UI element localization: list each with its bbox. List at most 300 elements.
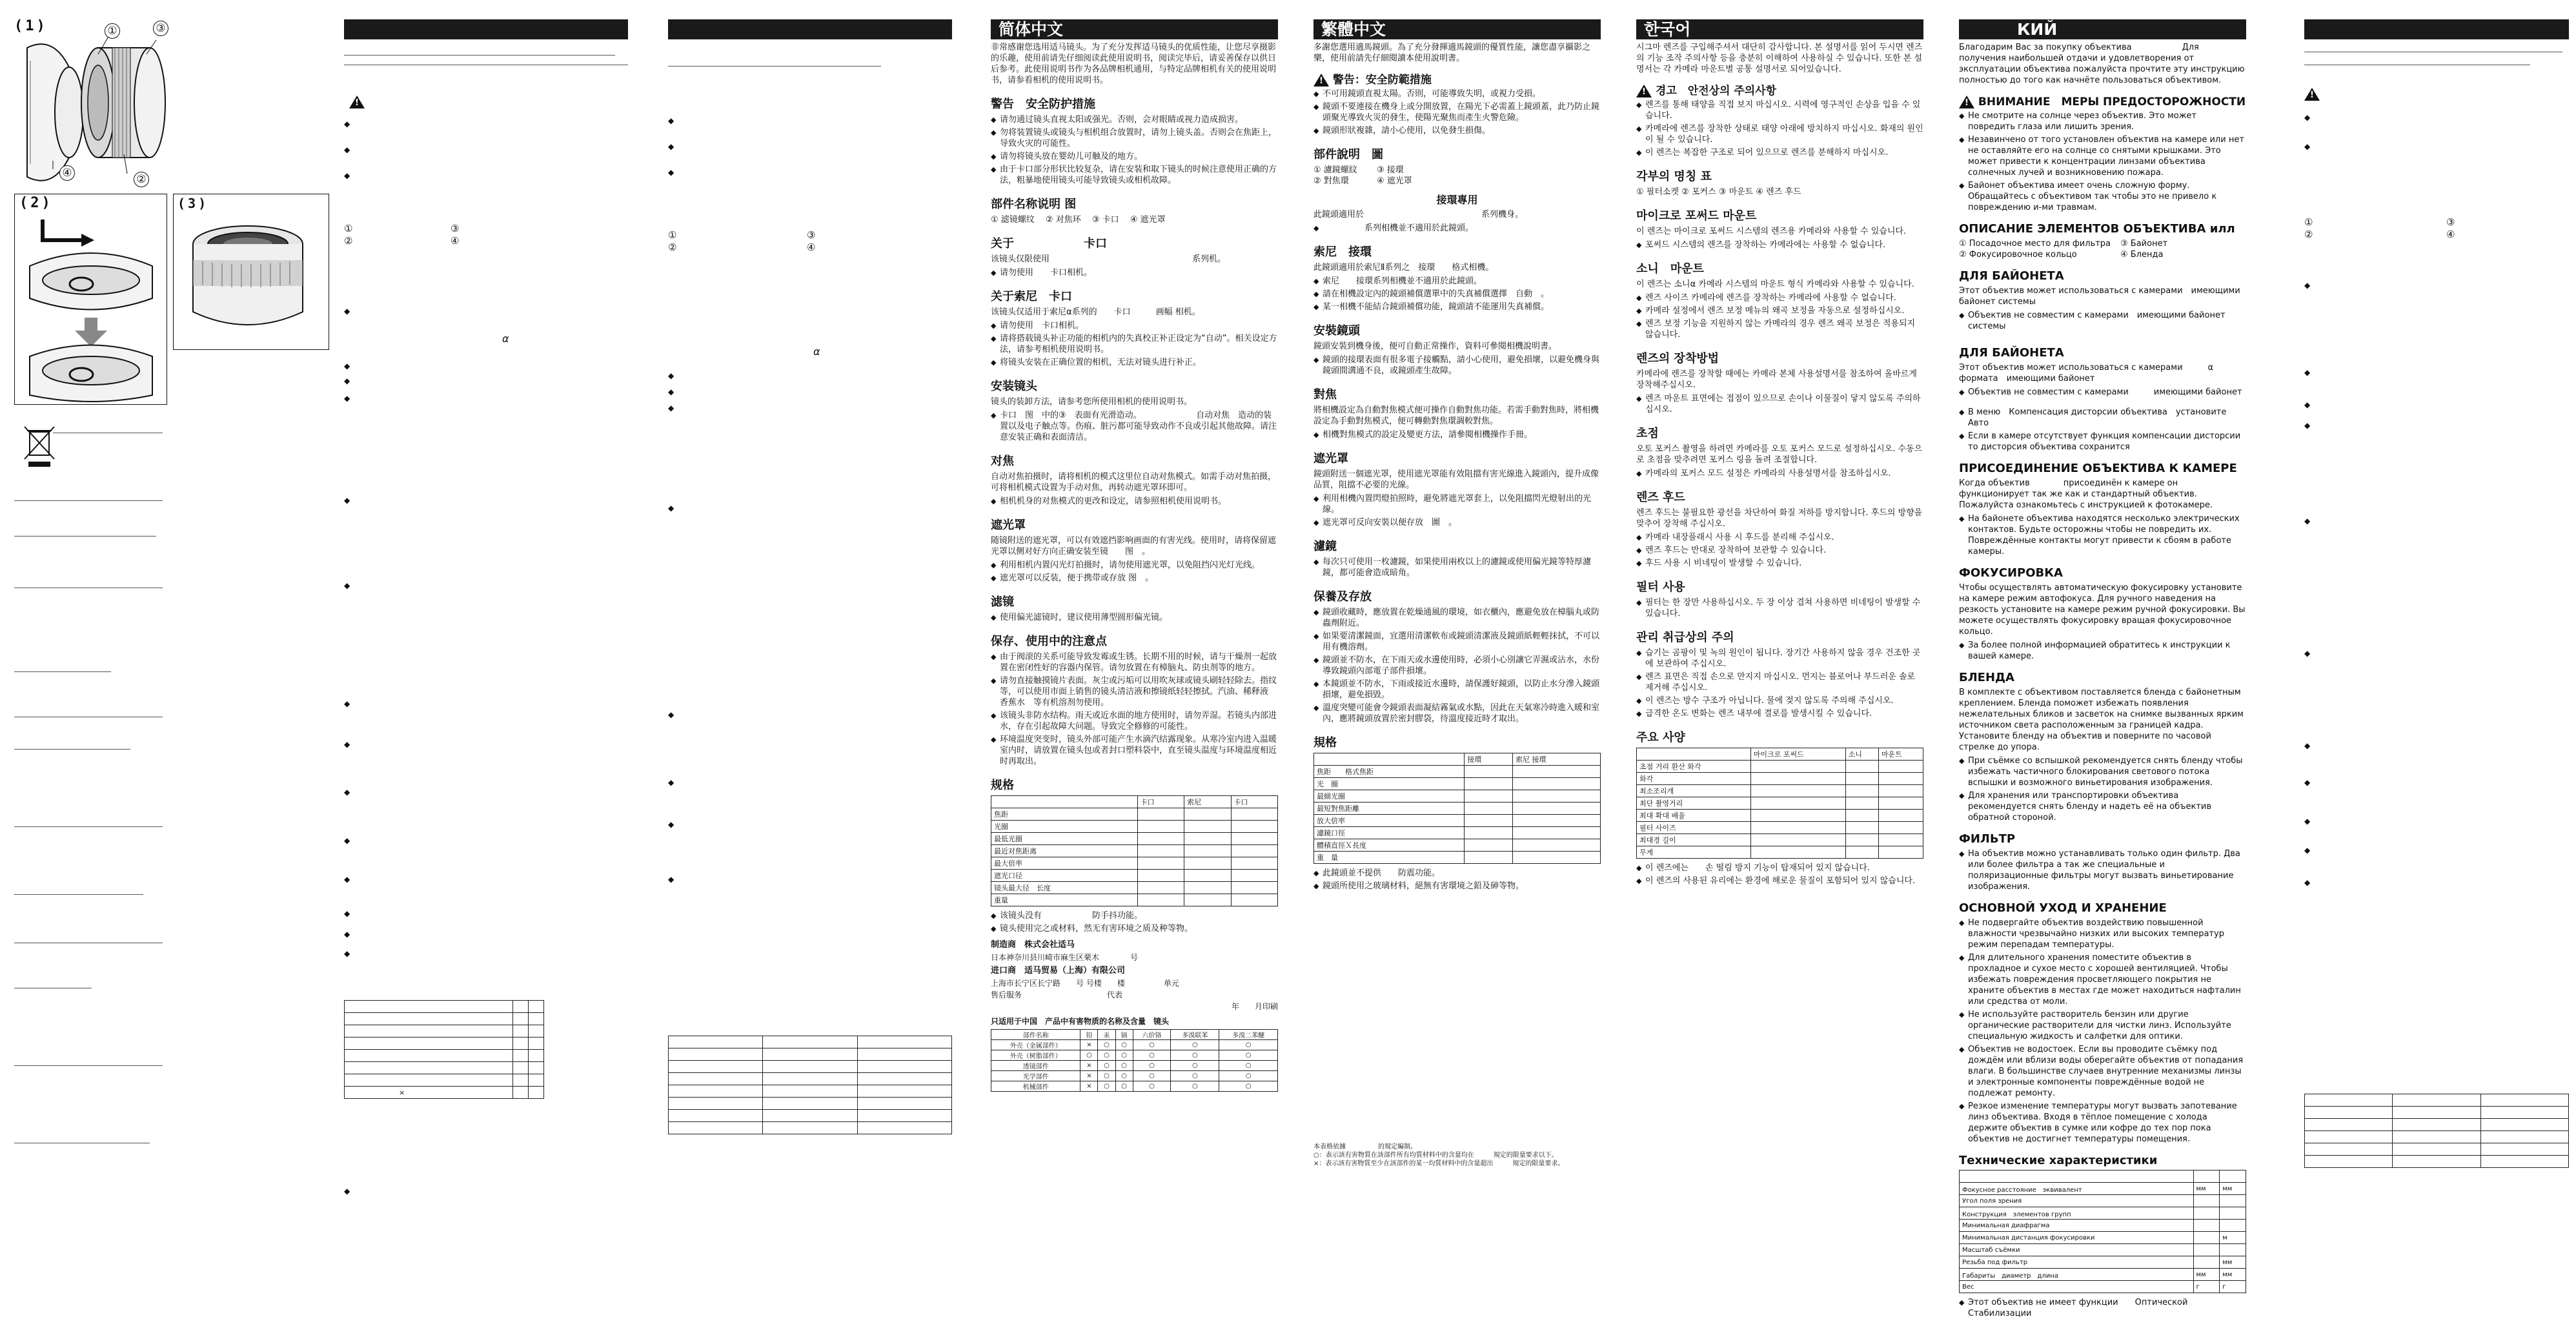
zh-cn-maker-addr: 日本神奈川县川崎市麻生区栗木 号 [991, 953, 1139, 962]
weee-rule-7 [14, 749, 130, 750]
bullet-mark [2304, 817, 2310, 826]
ru-spec-row [1960, 1195, 2246, 1207]
blank-column-c [2285, 19, 2569, 1194]
spec-row-label: 镜头最大径 长度 [991, 882, 1138, 894]
bullet-mark [668, 875, 674, 884]
ko-filter-item: ◆ 필터는 한 장만 사용하십시오. 두 장 이상 겹쳐 사용하면 비네팅이 발생할 수 있습니다. [1636, 597, 1923, 619]
ru-part-3: ③ Байонет [2120, 239, 2168, 249]
part-num-3: ③ [807, 229, 816, 241]
ru-care-item: ◆ Для длительного хранения поместите объектив в прохладное и сухое место с хорошей вентиляцией. Чтобы избежать повреждения просветляющего покрытия не храните объектив в местах где может находиться нафталин или средства от моли. [1959, 952, 2246, 1007]
spec-cell: мм [2220, 1183, 2246, 1195]
zh-tw-care-item: ◆ 本鏡頭並不防水，下雨或接近水邊時，請保護好鏡頭，以防止水分滲入鏡頭損壞，避免損毀。 [1313, 679, 1601, 700]
ko-hood-item: ◆ 렌즈 후드는 반대로 장착하여 보관할 수 있습니다. [1636, 545, 1923, 556]
part-num-1: ① [2304, 216, 2313, 228]
zh-cn-maker: 制造商 株式会社适马 [991, 940, 1075, 950]
zh-cn-print-date: 年 月印刷 [1231, 1002, 1278, 1011]
zh-cn-rohs-side [1313, 1143, 1597, 1168]
rohs-side-note: 本表格依據 的規定編制。 [1313, 1143, 1417, 1150]
spec-row-label: 최대경 길이 [1637, 834, 1751, 846]
ko-hood-text: 렌즈 후드는 불필요한 광선을 차단하여 화질 저하를 방지합니다. 후드의 방향을 맞추어 장착해 주십시오. [1636, 508, 1923, 529]
zh-cn-filter-title: 滤镜 [991, 595, 1014, 609]
zh-cn-care-item: ◆ 该镜头非防水结构。雨天或近水面的地方使用时，请勿弄湿。若镜头内部进水，存在引起故障大问题。导致完全修修的可能性。 [991, 710, 1278, 732]
spec-cell [2193, 1244, 2220, 1256]
part-num-1: ① [344, 223, 353, 234]
callout-2: ② [134, 172, 149, 187]
spec-header-cell: 卡口 [1137, 796, 1184, 808]
rohs-cell: ○ [1098, 1061, 1115, 1071]
ru-spec-row [1960, 1281, 2246, 1293]
ko-focus-title: 초점 [1636, 427, 1659, 440]
bullet-mark [668, 710, 674, 719]
spec-cell [2220, 1195, 2246, 1207]
bullet-mark [344, 394, 350, 403]
bullet-mark [668, 371, 674, 380]
bullet-mark [668, 778, 674, 787]
spec-row-label: 最短對焦距離 [1314, 803, 1465, 815]
zh-cn-part-3: ③ 卡口 [1091, 215, 1119, 225]
zh-tw-sony-text: 此鏡頭適用於索尼Ⅱ系列之 接環 格式相機。 [1313, 263, 1494, 272]
zh-cn-spec-title: 规格 [991, 779, 1014, 792]
zh-cn-rohs-table [991, 1029, 1278, 1092]
rohs-cell: × [1080, 1040, 1098, 1050]
ru-spec-row [1960, 1183, 2246, 1195]
zh-tw-warn [1313, 70, 1601, 87]
ru-spec-row [1960, 1220, 2246, 1232]
weee-rule-5 [14, 671, 111, 672]
ko-hood-title: 렌즈 후드 [1636, 491, 1685, 504]
weee-rule-2 [14, 500, 163, 501]
bullet-mark [2304, 516, 2310, 526]
ko-m43-text: 이 렌즈는 마이크로 포써드 시스템의 렌즈용 카메라와 사용할 수 있습니다. [1636, 227, 1907, 236]
rohs-cell: ○ [1171, 1040, 1219, 1050]
zh-tw-column [1313, 19, 1601, 1194]
zh-tw-hood-title: 遮光罩 [1313, 452, 1348, 465]
rohs-cell: ○ [1115, 1061, 1133, 1071]
ko-note: ◆ 이 렌즈의 사용된 유리에는 환경에 해로운 물질이 포함되어 있지 않습니다. [1636, 875, 1923, 886]
zh-cn-note: ◆ 镜头使用完之或材料，然无有害环境之质及种等物。 [991, 923, 1278, 934]
zh-tw-spec-table [1313, 753, 1601, 864]
part-num-2: ② [2304, 229, 2313, 240]
zh-cn-intro: 非常感谢您选用适马镜头。为了充分发挥适马镜头的优质性能，让您尽享摄影的乐趣，使用前请先仔细阅读此使用说明书，阅读完毕后，请妥善保存以供日后参考。此使用说明书作为各品牌相机通用，与特定品牌相机有关的使用说明书，请参看相机的使用说明书。 [991, 43, 1277, 85]
zh-tw-warn-item: ◆ 鏡頭形狀複雜，請小心使用，以免發生損傷。 [1313, 125, 1601, 136]
rohs-cell: ○ [1219, 1050, 1278, 1061]
spec-row-label: 體積直徑Ｘ長度 [1314, 839, 1465, 852]
rohs-header-cell: 铅 [1080, 1030, 1098, 1040]
ko-intro: 시그마 렌즈를 구입해주셔서 대단히 감사합니다. 본 설명서를 읽어 두시면 렌즈의 기능 조작 주의사항 등을 충분히 이해하여 사용하실 수 있습니다. 또한 본 설명서는 각 카메라 마운트별 공통 설명서로 되어있습니다. [1636, 43, 1923, 74]
zh-tw-care-item: ◆ 鏡頭並不防水，在下雨天或水邊使用時，必須小心別讓它弄濕或沾水，水份導致鏡頭內部電子部件損壞。 [1313, 655, 1601, 677]
ko-focus-item: ◆ 카메라의 포커스 모드 설정은 카메라의 사용설명서를 참조하십시오. [1636, 468, 1923, 479]
spec-cell [2220, 1244, 2246, 1256]
warning-icon [349, 96, 365, 108]
bullet-mark [344, 788, 350, 797]
spec-row-label: 화각 [1637, 773, 1751, 785]
spec-header-cell: 索尼 [1184, 796, 1231, 808]
zh-cn-part-1: ① 滤镜螺纹 [991, 215, 1035, 225]
ko-warn-item: ◆ 이 렌즈는 복잡한 구조로 되어 있으므로 렌즈를 분해하지 마십시오. [1636, 147, 1923, 158]
spec-row-label: Масштаб съёмки [1960, 1244, 2194, 1256]
zh-cn-focus-item: ◆ 相机机身的对焦模式的更改和设定，请参照相机使用说明书。 [991, 496, 1278, 507]
bullet-mark [344, 930, 350, 939]
zh-tw-note: ◆ 此鏡頭並不提供 防震功能。 [1313, 868, 1601, 879]
zh-tw-install-item: ◆ 鏡頭的接環表面有很多電子接觸點，請小心使用，避免損壞，以避免機身與鏡頭間溝通不良，或鏡頭產生故障。 [1313, 354, 1601, 376]
rohs-side-note: ×：表示該有害物質至少在該部件的某一均質材料中的含量超出 規定的限量要求。 [1313, 1160, 1565, 1167]
zh-cn-focus-title: 对焦 [991, 455, 1014, 468]
blank-parts-b-left [668, 229, 676, 254]
blank-header-a [344, 19, 628, 39]
spec-row-label: 重量 [991, 894, 1138, 906]
part-num-1: ① [668, 229, 677, 241]
zh-cn-part-4: ④ 遮光罩 [1130, 215, 1166, 225]
ko-care-item: ◆ 습기는 곰팡이 및 녹의 원인이 됩니다. 장기간 사용하지 않을 경우 건조한 곳에 보관하여 주십시오. [1636, 648, 1923, 670]
rohs-cell: ○ [1219, 1040, 1278, 1050]
figure-3-box [173, 194, 329, 350]
bullet-mark [344, 740, 350, 749]
ko-care-title: 관리 취급상의 주의 [1636, 631, 1734, 644]
zh-tw-install-text: 鏡頭安裝到機身後，便可自動正常操作，資料可參閱相機說明書。 [1313, 342, 1557, 351]
figure-1-label: (1) [14, 18, 48, 34]
spec-row-label: Вес [1960, 1281, 2194, 1293]
spec-cell [2193, 1195, 2220, 1207]
ko-care-item: ◆ 렌즈 표면은 직접 손으로 만지지 마십시오. 먼지는 블로어나 부드러운 솔로 제거해 주십시오. [1636, 671, 1923, 693]
spec-header-cell: 接環 [1465, 753, 1513, 766]
table-mark: × [399, 1088, 405, 1097]
rohs-cell: ○ [1133, 1050, 1171, 1061]
weee-rule-3 [14, 536, 156, 537]
rohs-header-cell: 多溴联苯 [1171, 1030, 1219, 1040]
zh-tw-mount-special-text: 此鏡頭適用於 系列機身。 [1313, 210, 1524, 220]
ru-spec-table [1959, 1170, 2246, 1293]
zh-cn-hood-title: 遮光罩 [991, 518, 1026, 532]
ru-warn [1959, 92, 2246, 108]
zh-tw-focus-title: 對焦 [1313, 388, 1337, 402]
ru-note: ◆ Этот объектив не имеет функции Оптической Стабилизации [1959, 1297, 2246, 1319]
zh-tw-care-item: ◆ 溫度突變可能會令鏡頭表面凝結霧氣或水點，因此在天氣寒冷時進入暖和室內，應將鏡頭放置於密封膠袋，待溫度接近時才取出。 [1313, 702, 1601, 724]
ru-column [1959, 19, 2246, 1318]
weee-rule-12 [14, 1065, 163, 1066]
zh-cn-warn-item: ◆ 勿将装置镜头或镜头与相机组合放置时，请勿上镜头盖。否则会在焦距上，导致火灾的可能性。 [991, 127, 1278, 149]
ru-intro: Благодарим Вас за покупку объектива Для получения наибольшей отдачи и удовлетворения от эксплуатации объектива пожалуйста прочтите эту инструкцию полностью до того как начнёте пользоваться объективом. [1959, 43, 2245, 85]
rohs-cell: ○ [1171, 1081, 1219, 1092]
bullet-mark [668, 504, 674, 513]
spec-row-label: Угол поля зрения [1960, 1195, 2194, 1207]
hood-attach-illustration [17, 208, 165, 402]
zh-tw-warn-title: 警告：安全防範措施 [1332, 74, 1432, 87]
zh-tw-sony-title: 索尼 接環 [1313, 245, 1372, 259]
spec-row-label: 최단 촬영거리 [1637, 797, 1751, 810]
ru-filter-item: ◆ На объектив можно устанавливать только один фильтр. Два или более фильтра а так же специальные и поляризационные фильтры могут вызвать виньетирование изображения. [1959, 848, 2246, 892]
bullet-mark [2304, 878, 2310, 887]
spec-cell [2220, 1207, 2246, 1220]
ko-care-item: ◆ 이 렌즈는 방수 구조가 아닙니다. 물에 젖지 않도록 주의해 주십시오. [1636, 695, 1923, 706]
ru-spec-row [1960, 1232, 2246, 1244]
zh-cn-hood-text: 随镜附送的遮光罩，可以有效遮挡影响画面的有害光线。使用时，请将保留遮光罩以侧对好方向正确安装至镜 图 。 [991, 536, 1277, 557]
zh-tw-mount-special-item: ◆ 系列相機並不適用於此鏡頭。 [1313, 223, 1601, 234]
ru-parts [1959, 238, 2246, 260]
ru-focus-item: ◆ За более полной информацией обратитесь к инструкции к вашей камере. [1959, 640, 2246, 662]
ru-mount-text: Когда объектив присоединён к камере он функционирует так же как и стандартный объектив. Пожалуйста ознакомьтесь с инструкцией к фотокамере. [1959, 478, 2213, 510]
ru-m1-item: ◆ Объектив не совместим с камерами имеющими байонет системы [1959, 310, 2246, 332]
bullet-mark [2304, 846, 2310, 855]
spec-cell: мм [2220, 1269, 2246, 1281]
spec-header-cell: 卡口 [1231, 796, 1277, 808]
rohs-cell: ○ [1133, 1061, 1171, 1071]
alpha-mark: α [502, 332, 509, 345]
part-num-3: ③ [451, 223, 460, 234]
spec-row-label: 最低光圈 [991, 833, 1138, 845]
ru-care-item: ◆ Резкое изменение температуры могут вызвать запотевание линз объектива. Входя в тёплое помещение с холода держите объектив в сумке или кофре до тех пор пока объектив не достигнет температуры помещения. [1959, 1101, 2246, 1145]
rohs-row [991, 1050, 1278, 1061]
zh-cn-service: 售后服务 代表 [991, 990, 1123, 999]
ko-mount-text: 카메라에 렌즈를 장착할 때에는 카메라 본체 사용설명서를 참조하여 올바르게 장착해주십시오. [1636, 369, 1917, 390]
callout-3: ③ [153, 21, 168, 36]
blank-parts-left [344, 223, 352, 247]
zh-tw-intro: 多謝您選用適馬鏡頭。為了充分發揮適馬鏡頭的優質性能，讓您盡享攝影之樂，使用前請先仔細閱讀本使用說明書。 [1313, 43, 1591, 63]
spec-row-label: Резьба под фильтр [1960, 1256, 2194, 1269]
ko-warn [1636, 81, 1923, 97]
lens-and-hood-illustration [14, 28, 169, 183]
ko-spec-table [1636, 748, 1923, 859]
zh-cn-about-title: 关于 卡口 [991, 237, 1107, 251]
spec-row-label: 濾鏡口徑 [1314, 827, 1465, 839]
ru-m2-title: ДЛЯ БАЙОНЕТА [1959, 346, 2064, 360]
bullet-mark [2304, 400, 2310, 409]
rohs-row [991, 1081, 1278, 1092]
ru-m2-item: ◆ Объектив не совместим с камерами имеющими байонет [1959, 387, 2246, 398]
spec-cell [2193, 1256, 2220, 1269]
ru-care-item: ◆ Не подвергайте объектив воздействию повышенной влажности чрезвычайно низких или высоких температур режим перепадам температуры. [1959, 917, 2246, 950]
rohs-cell: ○ [1219, 1071, 1278, 1081]
spec-row-label: 焦距 格式焦距 [1314, 766, 1465, 778]
spec-row-label: 最大倍率 [991, 857, 1138, 870]
rohs-cell: 机械部件 [991, 1081, 1080, 1092]
spec-row-label: 放大倍率 [1314, 815, 1465, 827]
ko-parts-title: 각부의 명칭 표 [1636, 170, 1712, 183]
zh-cn-warn-item: ◆ 请勿通过镜头直视太阳或强光。否则，会对眼睛或视力造成损害。 [991, 114, 1278, 125]
rohs-cell: ○ [1133, 1081, 1171, 1092]
spec-header-cell: 마운트 [1878, 748, 1923, 761]
spec-header-cell: 마이크로 포써드 [1750, 748, 1845, 761]
spec-row-label: 光 圈 [1314, 778, 1465, 790]
ko-header: 한국어 [1636, 19, 1923, 39]
ru-mount-title: ПРИСОЕДИНЕНИЕ ОБЪЕКТИВА К КАМЕРЕ [1959, 462, 2237, 475]
spec-cell [2220, 1220, 2246, 1232]
spec-row-label: Фокусное расстояние эквивалент [1960, 1183, 2194, 1195]
bullet-mark [2304, 113, 2310, 122]
blank-parts-c-left [2304, 216, 2313, 241]
rohs-cell: ○ [1098, 1050, 1115, 1061]
ko-mount-title: 렌즈의 장착방법 [1636, 352, 1719, 365]
bullet-mark [344, 909, 350, 918]
rohs-cell: 外壳（金属部件） [991, 1040, 1080, 1050]
part-num-3: ③ [2446, 216, 2455, 228]
zh-tw-care-item: ◆ 如果要清潔鏡面，宜選用清潔軟布或鏡頭清潔液及鏡頭紙輕輕抹拭，不可以用有機溶劑。 [1313, 631, 1601, 653]
zh-cn-care-title: 保存、使用中的注意点 [991, 635, 1107, 648]
lens-front-illustration [177, 215, 325, 344]
warning-icon [1636, 85, 1652, 97]
zh-tw-note: ◆ 鏡頭所使用之玻璃材料，絕無有害環境之鉛及砷等物。 [1313, 881, 1601, 892]
rohs-cell: ○ [1098, 1071, 1115, 1081]
spec-row-label: 最近对焦距离 [991, 845, 1138, 857]
ko-filter-title: 필터 사용 [1636, 580, 1685, 594]
zh-tw-install-title: 安裝鏡頭 [1313, 324, 1360, 338]
zh-cn-importer-addr: 上海市长宁区长宁路 号 号楼 楼 单元 [991, 979, 1179, 988]
ru-mount-item: ◆ На байонете объектива находятся несколько электрических контактов. Будьте осторожны чтобы не повредить их. Повреждённые контакты могут привести к сбоям в работе камеры. [1959, 513, 2246, 557]
ko-spec-title: 주요 사양 [1636, 731, 1685, 744]
zh-cn-care-item: ◆ 由于阀滚的关系可能导致发霉或生锈。长期不用的时候，请与干燥剂一起放置在密闭性好的容器内保管。请勿放置在有樟脑丸、防虫剂等的地方。 [991, 651, 1278, 673]
zh-cn-care-item: ◆ 环境温度突变时，镜头外部可能产生水滴汽结露现象。从寒冷室内进入温暖室内时，请放置在镜头包或者封口塑料袋中，直至镜头温度与环境温度相近时再取出。 [991, 734, 1278, 767]
ru-care-title: ОСНОВНОЙ УХОД И ХРАНЕНИЕ [1959, 901, 2167, 915]
weee-rule-9 [14, 894, 143, 895]
bullet-mark [2304, 281, 2310, 290]
ru-care-item: ◆ Не используйте растворитель бензин или другие органические растворители для чистки линз. Используйте специальную жидкость и салфетки для оптики. [1959, 1009, 2246, 1042]
ko-part-2: ② 포커스 [1681, 187, 1716, 197]
ru-spec-title: Технические характеристики [1959, 1154, 2158, 1167]
zh-tw-part-2: ② 對焦環 [1313, 176, 1349, 186]
zh-cn-sony-item: ◆ 将镜头安装在正确位置的相机，无法对镜头进行补正。 [991, 357, 1278, 368]
zh-tw-warn-item: ◆ 不可用鏡頭直視太陽。否則，可能導致失明，或視力受損。 [1313, 88, 1601, 99]
bullet-mark [344, 949, 350, 958]
zh-tw-parts [1313, 165, 1601, 187]
bullet-mark [344, 836, 350, 845]
spec-row-label: 무게 [1637, 846, 1751, 859]
zh-tw-sony-item: ◆ 請在相機設定內的鏡頭補償選單中的失真補償選擇 自動 。 [1313, 289, 1601, 300]
ru-parts-title: ОПИСАНИЕ ЭЛЕМЕНТОВ ОБЪЕКТИВА илл [1959, 222, 2235, 236]
ko-part-3: ③ 마운트 [1718, 187, 1754, 197]
bullet-mark [668, 168, 674, 177]
blank-spec-table-b [668, 1036, 952, 1134]
rohs-cell: 光学部件 [991, 1071, 1080, 1081]
bullet-mark [668, 387, 674, 396]
ko-care-item: ◆ 급격한 온도 변화는 렌즈 내부에 결로를 발생시킬 수 있습니다. [1636, 708, 1923, 719]
blank-rule [344, 55, 615, 56]
bullet-mark [344, 362, 350, 371]
blank-parts-right [451, 223, 459, 247]
callout-1: ① [105, 23, 120, 39]
blank-column-b [668, 19, 952, 1194]
zh-tw-filter-title: 濾鏡 [1313, 540, 1337, 553]
zh-cn-sony-title: 关于索尼 卡口 [991, 290, 1072, 303]
zh-cn-parts-title: 部件名称说明 图 [991, 198, 1077, 211]
ko-focus-text: 오토 포커스 촬영을 하려면 카메라를 오토 포커스 모드로 설정하십시오. 수동으로 초점을 맞추려면 포커스 링을 돌려 조절합니다. [1636, 444, 1923, 465]
zh-cn-filter-item: ◆ 使用偏光滤镜时，建议使用薄型圆形偏光镜。 [991, 612, 1278, 623]
spec-row-label: Габариты диаметр длина [1960, 1269, 2194, 1281]
ru-part-4: ④ Бленда [2120, 250, 2164, 260]
blank-column-a [344, 19, 628, 1194]
part-num-2: ② [668, 241, 677, 253]
zh-tw-hood-item: ◆ 利用相機內置閃燈拍照時，避免將遮光罩套上，以免阻擋閃光燈射出的光線。 [1313, 493, 1601, 515]
ko-part-4: ④ 렌즈 후드 [1756, 187, 1801, 197]
zh-tw-part-4: ④ 遮光罩 [1376, 176, 1412, 186]
ko-sony-title: 소니 마운트 [1636, 262, 1704, 276]
alpha-mark-b: α [813, 345, 820, 358]
ru-focus-text: Чтобы осуществлять автоматическую фокусировку установите на камере режим автофокуса. Для ручного наведения на резкость установите на камере режим ручной фокусировки. Вы можете осуществлять фокусировку вращая фокусировочное кольцо. [1959, 583, 2246, 637]
spec-cell: г [2193, 1281, 2220, 1293]
rohs-header-cell: 部件名称 [991, 1030, 1080, 1040]
spec-row-label: Конструкция элементов групп [1960, 1207, 2194, 1220]
ru-m1-title: ДЛЯ БАЙОНЕТА [1959, 269, 2064, 283]
bullet-mark [344, 1187, 350, 1196]
zh-tw-header: 繁體中文 [1313, 19, 1601, 39]
zh-cn-mount-title: 安装镜头 [991, 380, 1037, 393]
spec-header-cell: 索尼 接環 [1513, 753, 1601, 766]
bullet-mark [344, 171, 350, 180]
ko-mount-item: ◆ 렌즈 마운트 표면에는 접점이 있으므로 손이나 이물질이 닿지 않도록 주의하십시오. [1636, 393, 1923, 415]
zh-tw-spec-title: 規格 [1313, 736, 1337, 750]
rohs-cell: 透镜部件 [991, 1061, 1080, 1071]
zh-tw-part-3: ③ 接環 [1376, 165, 1404, 175]
rohs-header-cell: 六价铬 [1133, 1030, 1171, 1040]
spec-cell: м [2220, 1232, 2246, 1244]
spec-header-cell: 소니 [1845, 748, 1878, 761]
ru-m2-item: ◆ Если в камере отсутствует функция компенсации дисторсии то дисторсия объектива сохранится [1959, 431, 2246, 453]
spec-row-label: 光圈 [991, 821, 1138, 833]
rohs-header-cell: 镉 [1115, 1030, 1133, 1040]
spec-cell: г [2220, 1281, 2246, 1293]
ru-hood-item: ◆ Для хранения или транспортировки объектива рекомендуется снять бленду и надеть её на объектив обратной стороной. [1959, 790, 2246, 823]
rohs-cell: ○ [1080, 1050, 1098, 1061]
zh-cn-care-item: ◆ 请勿直接触摸镜片表面。灰尘或污垢可以用吹灰球或镜头刷轻轻除去。指纹等，可以使用市面上销售的镜头清洁液和擦镜纸轻轻擦拭。汽油、稀释液 香蕉水 等有机溶剂勿使用。 [991, 675, 1278, 708]
rohs-cell: ○ [1133, 1040, 1171, 1050]
bullet-mark [2304, 649, 2310, 658]
spec-header-cell [1637, 748, 1751, 761]
spec-cell [2193, 1220, 2220, 1232]
zh-tw-part-1: ① 濾鏡螺紋 [1313, 165, 1357, 175]
ru-spec-row [1960, 1256, 2246, 1269]
ru-spec-row [1960, 1207, 2246, 1220]
ko-parts [1636, 187, 1923, 198]
bullet-mark [2304, 368, 2310, 377]
ko-m43-title: 마이크로 포써드 마운트 [1636, 209, 1757, 223]
rohs-cell: ○ [1133, 1071, 1171, 1081]
spec-header-cell [991, 796, 1138, 808]
ru-hood-title: БЛЕНДА [1959, 671, 2014, 684]
rohs-cell: ○ [1171, 1050, 1219, 1061]
spec-row-label: 필터 사이즈 [1637, 822, 1751, 834]
zh-cn-mount-text: 镜头的装卸方法，请参考您所使用相机的使用说明书。 [991, 397, 1193, 407]
zh-cn-rohs-title: 只适用于中国 产品中有害物质的名称及含量 镜头 [991, 1017, 1170, 1026]
bullet-mark [344, 875, 350, 884]
ru-warn-item: ◆ Не смотрите на солнце через объектив. Это может повредить глаза или лишить зрения. [1959, 110, 2246, 132]
spec-row-label: 최대 확대 배율 [1637, 810, 1751, 822]
zh-cn-sony-text: 该镜头仅适用于索尼α系列的 卡口 画幅 相机。 [991, 307, 1201, 317]
zh-tw-sony-item: ◆ 某一相機不能結合鏡頭補償功能，鏡頭請不能運用失真補償。 [1313, 302, 1601, 312]
part-num-4: ④ [451, 235, 460, 247]
bullet-mark [2304, 741, 2310, 750]
rohs-row [991, 1071, 1278, 1081]
spec-row-label: 重 量 [1314, 852, 1465, 864]
figure-3-text: (3) [177, 196, 209, 211]
warning-icon [2304, 88, 2320, 101]
weee-rule-8 [14, 826, 163, 827]
warning-icon [1313, 74, 1329, 87]
blank-parts-b-right [807, 229, 815, 254]
ru-m1-text: Этот объектив может использоваться с камерами имеющими байонет системы [1959, 286, 2240, 307]
ru-m2-item: ◆ В меню Компенсация дисторсии объектива установите Авто [1959, 407, 2246, 429]
bullet-mark [344, 699, 350, 708]
rohs-cell: ○ [1171, 1061, 1219, 1071]
rohs-row [991, 1061, 1278, 1071]
zh-tw-focus-item: ◆ 相機對焦模式的設定及變更方法，請參閱相機操作手冊。 [1313, 429, 1601, 440]
spec-row-label: 초점 거리 환산 화각 [1637, 761, 1751, 773]
zh-cn-importer: 进口商 适马贸易（上海）有限公司 [991, 966, 1126, 976]
ko-sony-text: 이 렌즈는 소니α 카메라 시스템의 마운트 형식 카메라와 사용할 수 있습니다. [1636, 280, 1914, 289]
rohs-side-note: ○：表示該有害物質在該部件所有均質材料中的含量均在 規定的限量要求以下。 [1313, 1152, 1558, 1159]
ko-m43-item: ◆ 포써드 시스템의 렌즈를 장착하는 카메라에는 사용할 수 없습니다. [1636, 240, 1923, 251]
rohs-cell: ○ [1098, 1040, 1115, 1050]
ko-part-1: ① 필터소켓 [1636, 187, 1679, 197]
ko-sony-item: ◆ 카메라 설정에서 렌즈 보정 메뉴의 왜곡 보정을 자동으로 설정하십시오. [1636, 305, 1923, 316]
rohs-cell: ○ [1098, 1081, 1115, 1092]
